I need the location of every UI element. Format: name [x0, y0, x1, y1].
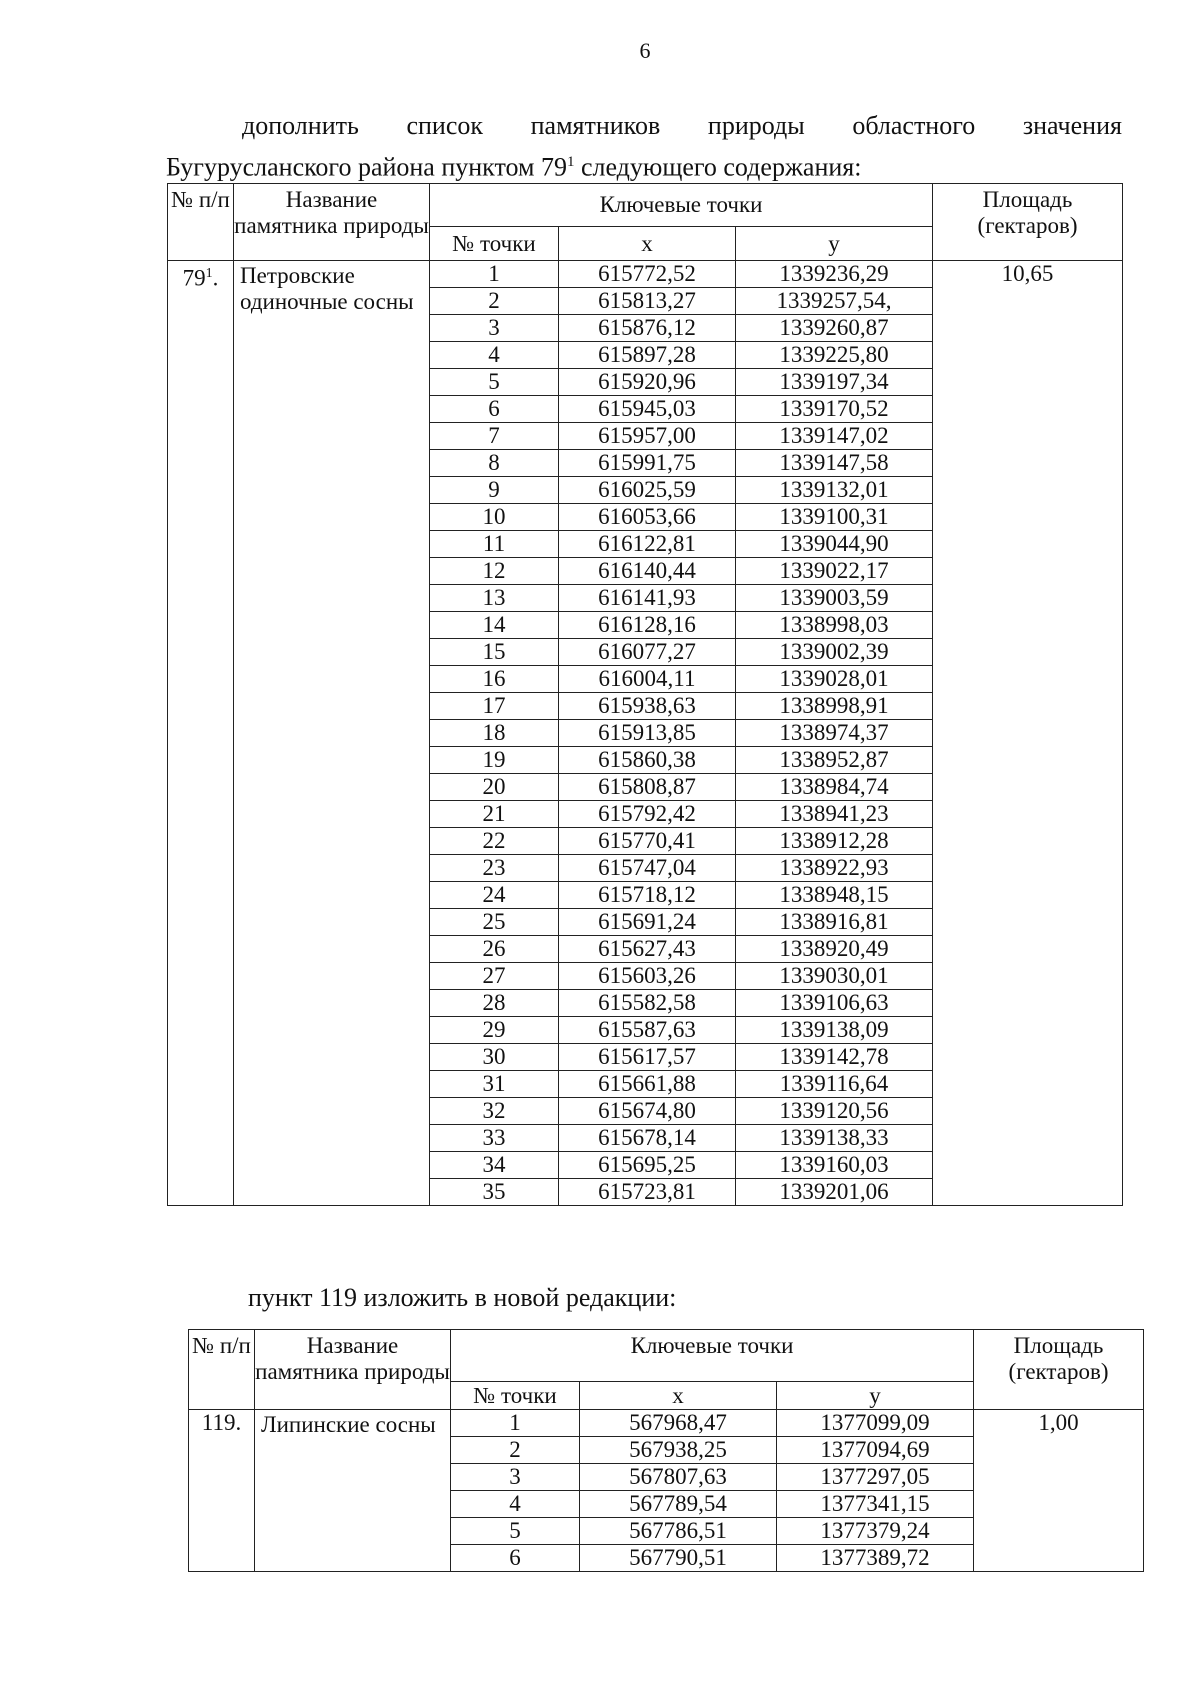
coord-y: 1339201,06: [736, 1179, 933, 1206]
coord-x: 616140,44: [559, 558, 736, 585]
section-2-heading: пункт 119 изложить в новой редакции:: [248, 1283, 677, 1312]
coord-x: 616141,93: [559, 585, 736, 612]
coord-y: 1339106,63: [736, 990, 933, 1017]
coord-y: 1339138,33: [736, 1125, 933, 1152]
point-number: 25: [430, 909, 559, 936]
coord-y: 1338984,74: [736, 774, 933, 801]
table-row: [168, 261, 1123, 288]
coord-x: 616122,81: [559, 531, 736, 558]
coord-x: 615627,43: [559, 936, 736, 963]
header-x: x: [580, 1382, 777, 1410]
coord-y: 1339170,52: [736, 396, 933, 423]
coord-y: 1338948,15: [736, 882, 933, 909]
coord-x: 567807,63: [580, 1464, 777, 1491]
header-name: Название памятника природы: [234, 184, 430, 261]
header-point-no: № точки: [430, 227, 559, 261]
monument-table-79-1: [167, 183, 1123, 1206]
point-number: 18: [430, 720, 559, 747]
coord-y: 1339257,54,: [736, 288, 933, 315]
coord-x: 615813,27: [559, 288, 736, 315]
area-value: 1,00: [974, 1410, 1144, 1572]
coord-x: 615920,96: [559, 369, 736, 396]
coord-y: 1338920,49: [736, 936, 933, 963]
point-number: 10: [430, 504, 559, 531]
coord-x: 615678,14: [559, 1125, 736, 1152]
header-num: № п/п: [189, 1330, 255, 1410]
point-number: 15: [430, 639, 559, 666]
coord-y: 1338998,03: [736, 612, 933, 639]
point-number: 6: [451, 1545, 580, 1572]
coord-x: 567790,51: [580, 1545, 777, 1572]
point-number: 7: [430, 423, 559, 450]
point-number: 24: [430, 882, 559, 909]
item-dot: .: [212, 265, 219, 291]
coord-x: 615772,52: [559, 261, 736, 288]
coord-y: 1339120,56: [736, 1098, 933, 1125]
point-number: 19: [430, 747, 559, 774]
coord-y: 1339003,59: [736, 585, 933, 612]
monument-name: Липинские сосны: [255, 1410, 451, 1572]
header-point-no: № точки: [451, 1382, 580, 1410]
point-number: 4: [430, 342, 559, 369]
point-number: 34: [430, 1152, 559, 1179]
intro-line-2: [166, 144, 1122, 186]
item-sup: 1: [205, 266, 213, 281]
coord-y: 1339147,02: [736, 423, 933, 450]
coord-y: 1339132,01: [736, 477, 933, 504]
coord-y: 1339116,64: [736, 1071, 933, 1098]
point-number: 2: [451, 1437, 580, 1464]
point-number: 23: [430, 855, 559, 882]
intro-word: областного: [852, 111, 976, 140]
coord-x: 616004,11: [559, 666, 736, 693]
point-number: 3: [451, 1464, 580, 1491]
coord-y: 1339225,80: [736, 342, 933, 369]
coord-x: 615957,00: [559, 423, 736, 450]
point-number: 1: [430, 261, 559, 288]
coord-y: 1377341,15: [777, 1491, 974, 1518]
coord-x: 567938,25: [580, 1437, 777, 1464]
point-number: 4: [451, 1491, 580, 1518]
coord-x: 615876,12: [559, 315, 736, 342]
coord-x: 616053,66: [559, 504, 736, 531]
coord-y: 1377297,05: [777, 1464, 974, 1491]
point-number: 32: [430, 1098, 559, 1125]
point-number: 11: [430, 531, 559, 558]
intro-word: дополнить: [242, 111, 359, 140]
coord-y: 1338974,37: [736, 720, 933, 747]
point-number: 1: [451, 1410, 580, 1437]
page-number: 6: [639, 38, 651, 63]
header-key-points: Ключевые точки: [430, 184, 933, 227]
intro-paragraph: [166, 108, 1122, 186]
coord-y: 1339147,58: [736, 450, 933, 477]
point-number: 5: [430, 369, 559, 396]
point-number: 35: [430, 1179, 559, 1206]
point-number: 12: [430, 558, 559, 585]
header-area: Площадь (гектаров): [974, 1330, 1144, 1410]
coord-y: 1339022,17: [736, 558, 933, 585]
intro-text: Бугурусланского района пунктом 79: [166, 152, 567, 182]
header-x: x: [559, 227, 736, 261]
item-no: 79: [182, 265, 206, 291]
intro-word: памятников: [530, 111, 661, 140]
coord-x: 567968,47: [580, 1410, 777, 1437]
item-no: 119.: [201, 1410, 242, 1435]
coord-x: 616025,59: [559, 477, 736, 504]
point-number: 3: [430, 315, 559, 342]
header-area: Площадь (гектаров): [933, 184, 1123, 261]
table-row: [189, 1410, 1144, 1437]
coord-y: 1377379,24: [777, 1518, 974, 1545]
coord-y: 1339160,03: [736, 1152, 933, 1179]
monument-name: Петровские одиночные сосны: [234, 261, 430, 1206]
coord-x: 615945,03: [559, 396, 736, 423]
point-number: 21: [430, 801, 559, 828]
header-y: y: [777, 1382, 974, 1410]
coord-y: 1339260,87: [736, 315, 933, 342]
point-number: 9: [430, 477, 559, 504]
coord-x: 615991,75: [559, 450, 736, 477]
coord-x: 615792,42: [559, 801, 736, 828]
item-number: [168, 261, 234, 1206]
point-number: 30: [430, 1044, 559, 1071]
point-number: 29: [430, 1017, 559, 1044]
coord-y: 1338916,81: [736, 909, 933, 936]
coord-y: 1339100,31: [736, 504, 933, 531]
intro-line-1: [166, 108, 1122, 144]
point-number: 28: [430, 990, 559, 1017]
coord-y: 1339002,39: [736, 639, 933, 666]
point-number: 5: [451, 1518, 580, 1545]
coord-x: 615860,38: [559, 747, 736, 774]
monument-table-119: [188, 1329, 1144, 1572]
coord-y: 1377094,69: [777, 1437, 974, 1464]
coord-x: 615747,04: [559, 855, 736, 882]
coord-x: 567786,51: [580, 1518, 777, 1545]
coord-y: 1377099,09: [777, 1410, 974, 1437]
coord-x: 615617,57: [559, 1044, 736, 1071]
coord-x: 615808,87: [559, 774, 736, 801]
coord-x: 615897,28: [559, 342, 736, 369]
coord-y: 1339236,29: [736, 261, 933, 288]
coord-y: 1339142,78: [736, 1044, 933, 1071]
point-number: 8: [430, 450, 559, 477]
point-number: 20: [430, 774, 559, 801]
coord-y: 1339030,01: [736, 963, 933, 990]
coord-y: 1338922,93: [736, 855, 933, 882]
coord-x: 615723,81: [559, 1179, 736, 1206]
coord-x: 616128,16: [559, 612, 736, 639]
coord-y: 1339044,90: [736, 531, 933, 558]
intro-word: список: [406, 111, 483, 140]
point-number: 33: [430, 1125, 559, 1152]
coord-y: 1338998,91: [736, 693, 933, 720]
item-number: [189, 1410, 255, 1572]
coord-x: 616077,27: [559, 639, 736, 666]
coord-y: 1339028,01: [736, 666, 933, 693]
point-number: 14: [430, 612, 559, 639]
coord-y: 1377389,72: [777, 1545, 974, 1572]
coord-x: 615913,85: [559, 720, 736, 747]
coord-x: 615695,25: [559, 1152, 736, 1179]
coord-x: 615770,41: [559, 828, 736, 855]
point-number: 22: [430, 828, 559, 855]
coord-x: 567789,54: [580, 1491, 777, 1518]
coord-x: 615587,63: [559, 1017, 736, 1044]
coord-x: 615938,63: [559, 693, 736, 720]
area-value: 10,65: [933, 261, 1123, 1206]
point-number: 6: [430, 396, 559, 423]
intro-tail: следующего содержания:: [574, 152, 862, 182]
coord-y: 1338912,28: [736, 828, 933, 855]
header-y: y: [736, 227, 933, 261]
coord-y: 1338941,23: [736, 801, 933, 828]
point-number: 31: [430, 1071, 559, 1098]
coord-x: 615582,58: [559, 990, 736, 1017]
intro-word: природы: [707, 111, 805, 140]
coord-y: 1339197,34: [736, 369, 933, 396]
coord-y: 1338952,87: [736, 747, 933, 774]
coord-x: 615674,80: [559, 1098, 736, 1125]
point-number: 26: [430, 936, 559, 963]
point-number: 2: [430, 288, 559, 315]
coord-x: 615661,88: [559, 1071, 736, 1098]
coord-x: 615691,24: [559, 909, 736, 936]
header-name: Название памятника природы: [255, 1330, 451, 1410]
point-number: 17: [430, 693, 559, 720]
intro-superscript: 1: [566, 154, 575, 170]
point-number: 27: [430, 963, 559, 990]
point-number: 16: [430, 666, 559, 693]
point-number: 13: [430, 585, 559, 612]
coord-x: 615603,26: [559, 963, 736, 990]
coord-y: 1339138,09: [736, 1017, 933, 1044]
coord-x: 615718,12: [559, 882, 736, 909]
header-key-points: Ключевые точки: [451, 1330, 974, 1382]
intro-word: значения: [1022, 111, 1122, 140]
header-num: № п/п: [168, 184, 234, 261]
